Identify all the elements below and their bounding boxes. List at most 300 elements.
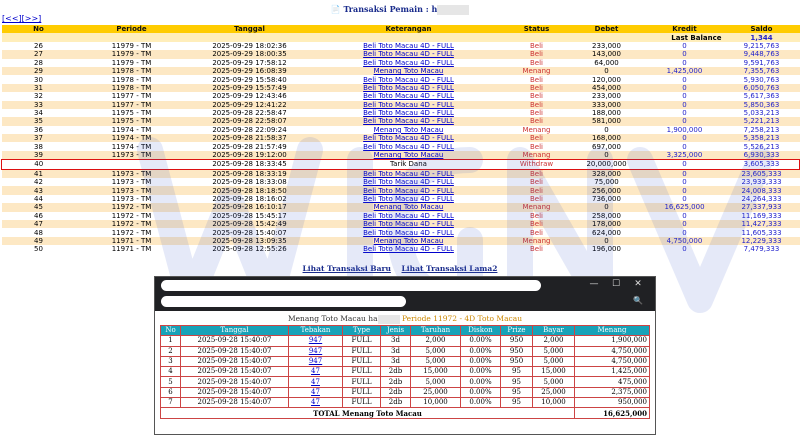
row-debet: 120,000 <box>568 75 646 83</box>
minimize-icon[interactable]: — <box>589 279 599 289</box>
popup-cell-jenis: 2db <box>381 398 411 408</box>
maximize-icon[interactable]: ☐ <box>611 279 621 289</box>
row-tanggal: 2025-09-29 18:02:36 <box>188 42 312 50</box>
row-saldo: 9,448,763 <box>724 50 800 58</box>
row-keterangan[interactable]: Beli Toto Macau 4D - FULL <box>312 84 506 92</box>
row-saldo: 5,850,363 <box>724 101 800 109</box>
popup-header-row <box>161 326 650 336</box>
new-transactions-link[interactable]: Lihat Transaksi Baru <box>302 264 391 273</box>
row-status: Beli <box>506 228 568 236</box>
row-tanggal: 2025-09-28 19:12:00 <box>188 151 312 160</box>
popup-cell-type: FULL <box>343 377 381 387</box>
row-periode: 11973 - TM <box>76 195 188 203</box>
row-saldo: 24,008,333 <box>724 186 800 194</box>
row-status: Beli <box>506 109 568 117</box>
popup-cell-prize: 95 <box>501 398 533 408</box>
table-header-row <box>2 25 800 33</box>
popup-cell-tebakan[interactable]: 947 <box>289 356 343 366</box>
row-kredit: 0 <box>646 92 724 100</box>
column-header: Periode <box>76 25 188 33</box>
column-header: Kredit <box>646 25 724 33</box>
row-keterangan[interactable]: Menang Toto Macau <box>312 237 506 245</box>
row-status: Menang <box>506 67 568 75</box>
row-keterangan[interactable]: Beli Toto Macau 4D - FULL <box>312 228 506 236</box>
row-periode: 11974 - TM <box>76 126 188 134</box>
row-periode: 11975 - TM <box>76 109 188 117</box>
row-tanggal: 2025-09-28 15:42:49 <box>188 220 312 228</box>
row-periode: 11971 - TM <box>76 245 188 253</box>
row-no: 31 <box>2 84 76 92</box>
popup-cell-tebakan[interactable]: 47 <box>289 398 343 408</box>
popup-cell-type: FULL <box>343 367 381 377</box>
popup-cell-diskon: 0.00% <box>461 356 501 366</box>
row-debet: 196,000 <box>568 245 646 253</box>
popup-column-header: Tanggal <box>181 326 289 336</box>
table-row <box>2 142 800 150</box>
row-periode: 11973 - TM <box>76 178 188 186</box>
popup-cell-prize: 95 <box>501 387 533 397</box>
popup-table-row <box>161 367 650 377</box>
zoom-icon[interactable]: 🔍 <box>633 296 643 305</box>
row-tanggal: 2025-09-28 21:57:49 <box>188 142 312 150</box>
row-no: 50 <box>2 245 76 253</box>
row-keterangan[interactable]: Beli Toto Macau 4D - FULL <box>312 75 506 83</box>
row-periode <box>76 160 188 169</box>
row-no: 38 <box>2 142 76 150</box>
popup-cell-menang: 950,000 <box>575 398 650 408</box>
row-kredit: 0 <box>646 195 724 203</box>
row-periode: 11978 - TM <box>76 67 188 75</box>
row-status: Menang <box>506 237 568 245</box>
popup-table-row <box>161 387 650 397</box>
popup-cell-prize: 95 <box>501 377 533 387</box>
row-periode: 11973 - TM <box>76 151 188 160</box>
popup-cell-bayar: 5,000 <box>533 377 575 387</box>
row-kredit: 0 <box>646 169 724 178</box>
popup-table-row <box>161 346 650 356</box>
row-saldo: 23,605,333 <box>724 169 800 178</box>
old-transactions-link[interactable]: Lihat Transaksi Lama2 <box>401 264 498 273</box>
row-saldo: 5,033,213 <box>724 109 800 117</box>
row-periode: 11979 - TM <box>76 42 188 50</box>
pager-nav <box>2 14 41 23</box>
row-kredit: 16,625,000 <box>646 203 724 211</box>
column-header: Status <box>506 25 568 33</box>
title-user-label: Pemain : h <box>389 4 438 14</box>
row-periode: 11972 - TM <box>76 212 188 220</box>
popup-cell-no: 5 <box>161 377 181 387</box>
row-keterangan[interactable]: Beli Toto Macau 4D - FULL <box>312 186 506 194</box>
row-status: Beli <box>506 59 568 67</box>
row-periode: 11977 - TM <box>76 101 188 109</box>
popup-cell-prize: 950 <box>501 346 533 356</box>
row-status: Menang <box>506 126 568 134</box>
table-row <box>2 42 800 50</box>
table-row <box>2 203 800 211</box>
row-kredit: 1,425,000 <box>646 67 724 75</box>
row-no: 41 <box>2 169 76 178</box>
popup-cell-jenis: 3d <box>381 336 411 346</box>
row-tanggal: 2025-09-28 18:18:50 <box>188 186 312 194</box>
popup-tab-bar[interactable] <box>161 280 541 291</box>
row-kredit: 0 <box>646 84 724 92</box>
row-kredit: 0 <box>646 117 724 125</box>
popup-cell-jenis: 2db <box>381 367 411 377</box>
nav-prev-link[interactable]: [<<] <box>2 14 22 23</box>
row-periode: 11973 - TM <box>76 169 188 178</box>
row-keterangan[interactable]: Beli Toto Macau 4D - FULL <box>312 59 506 67</box>
row-debet: 0 <box>568 126 646 134</box>
row-no: 29 <box>2 67 76 75</box>
nav-next-link[interactable]: [>>] <box>21 14 42 23</box>
row-debet: 178,000 <box>568 220 646 228</box>
row-keterangan[interactable]: Menang Toto Macau <box>312 203 506 211</box>
row-kredit: 0 <box>646 228 724 236</box>
popup-cell-type: FULL <box>343 356 381 366</box>
popup-cell-taruhan: 10,000 <box>411 398 461 408</box>
row-kredit: 0 <box>646 109 724 117</box>
popup-table-row <box>161 377 650 387</box>
row-tanggal: 2025-09-29 12:41:22 <box>188 101 312 109</box>
popup-cell-menang: 4,750,000 <box>575 356 650 366</box>
popup-cell-tebakan[interactable]: 47 <box>289 367 343 377</box>
column-header: Keterangan <box>312 25 506 33</box>
popup-cell-diskon: 0.00% <box>461 367 501 377</box>
row-no: 39 <box>2 151 76 160</box>
row-keterangan[interactable]: Menang Toto Macau <box>312 67 506 75</box>
window-controls <box>583 279 649 289</box>
row-saldo: 23,933,333 <box>724 178 800 186</box>
row-saldo: 5,930,763 <box>724 75 800 83</box>
table-row <box>2 195 800 203</box>
popup-column-header: Tebakan <box>289 326 343 336</box>
table-row <box>2 117 800 125</box>
row-saldo: 7,355,763 <box>724 67 800 75</box>
row-status: Beli <box>506 101 568 109</box>
row-status: Beli <box>506 195 568 203</box>
popup-cell-no: 3 <box>161 356 181 366</box>
table-row <box>2 237 800 245</box>
row-tanggal: 2025-09-28 18:33:45 <box>188 160 312 169</box>
row-no: 30 <box>2 75 76 83</box>
row-status: Beli <box>506 84 568 92</box>
popup-cell-tebakan[interactable]: 947 <box>289 336 343 346</box>
popup-cell-menang: 475,000 <box>575 377 650 387</box>
row-no: 46 <box>2 212 76 220</box>
row-debet: 233,000 <box>568 42 646 50</box>
popup-cell-no: 6 <box>161 387 181 397</box>
row-status: Withdraw <box>506 160 568 169</box>
row-no: 45 <box>2 203 76 211</box>
row-no: 43 <box>2 186 76 194</box>
popup-cell-no: 1 <box>161 336 181 346</box>
popup-titlebar <box>155 277 655 311</box>
row-keterangan[interactable]: Beli Toto Macau 4D - FULL <box>312 142 506 150</box>
row-keterangan[interactable]: Beli Toto Macau 4D - FULL <box>312 169 506 178</box>
row-no: 44 <box>2 195 76 203</box>
row-tanggal: 2025-09-28 18:16:02 <box>188 195 312 203</box>
popup-cell-no: 4 <box>161 367 181 377</box>
table-row <box>2 186 800 194</box>
document-icon: 📄 <box>330 4 341 14</box>
popup-cell-bayar: 15,000 <box>533 367 575 377</box>
row-tanggal: 2025-09-29 17:58:12 <box>188 59 312 67</box>
row-keterangan[interactable]: Beli Toto Macau 4D - FULL <box>312 220 506 228</box>
row-no: 28 <box>2 59 76 67</box>
popup-table-row <box>161 398 650 408</box>
row-saldo: 11,169,333 <box>724 212 800 220</box>
redacted-username <box>437 5 469 15</box>
popup-cell-no: 7 <box>161 398 181 408</box>
table-row <box>2 101 800 109</box>
row-kredit: 1,900,000 <box>646 126 724 134</box>
popup-cell-bayar: 5,000 <box>533 346 575 356</box>
popup-cell-tebakan[interactable]: 947 <box>289 346 343 356</box>
row-saldo: 6,930,333 <box>724 151 800 160</box>
row-debet: 233,000 <box>568 92 646 100</box>
popup-column-header: Diskon <box>461 326 501 336</box>
row-no: 47 <box>2 220 76 228</box>
row-status: Menang <box>506 203 568 211</box>
popup-cell-menang: 1,900,000 <box>575 336 650 346</box>
popup-cell-no: 2 <box>161 346 181 356</box>
row-no: 27 <box>2 50 76 58</box>
row-no: 49 <box>2 237 76 245</box>
popup-cell-diskon: 0.00% <box>461 336 501 346</box>
popup-table-row <box>161 336 650 346</box>
row-periode: 11974 - TM <box>76 134 188 142</box>
popup-cell-diskon: 0.00% <box>461 377 501 387</box>
row-debet: 697,000 <box>568 142 646 150</box>
row-periode: 11977 - TM <box>76 92 188 100</box>
row-status: Beli <box>506 75 568 83</box>
row-status: Beli <box>506 169 568 178</box>
row-debet: 328,000 <box>568 169 646 178</box>
row-kredit: 0 <box>646 186 724 194</box>
column-header: Debet <box>568 25 646 33</box>
popup-cell-tanggal: 2025-09-28 15:40:07 <box>181 346 289 356</box>
row-status: Beli <box>506 245 568 253</box>
row-debet: 64,000 <box>568 59 646 67</box>
popup-cell-jenis: 3d <box>381 356 411 366</box>
popup-column-header: Menang <box>575 326 650 336</box>
row-saldo: 11,605,333 <box>724 228 800 236</box>
row-kredit: 0 <box>646 75 724 83</box>
popup-cell-bayar: 10,000 <box>533 398 575 408</box>
row-debet: 581,000 <box>568 117 646 125</box>
row-status: Beli <box>506 50 568 58</box>
row-periode: 11973 - TM <box>76 186 188 194</box>
row-keterangan[interactable]: Beli Toto Macau 4D - FULL <box>312 50 506 58</box>
row-no: 26 <box>2 42 76 50</box>
popup-cell-type: FULL <box>343 398 381 408</box>
table-body <box>2 33 800 253</box>
popup-cell-prize: 950 <box>501 336 533 346</box>
row-no: 42 <box>2 178 76 186</box>
row-tanggal: 2025-09-28 22:58:07 <box>188 117 312 125</box>
win-detail-table <box>160 325 650 419</box>
row-no: 37 <box>2 134 76 142</box>
popup-cell-tanggal: 2025-09-28 15:40:07 <box>181 356 289 366</box>
title-prefix: Transaksi <box>343 4 387 14</box>
popup-column-header: No <box>161 326 181 336</box>
popup-cell-diskon: 0.00% <box>461 346 501 356</box>
popup-cell-menang: 1,425,000 <box>575 367 650 377</box>
row-status: Beli <box>506 134 568 142</box>
row-periode: 11974 - TM <box>76 142 188 150</box>
popup-address-bar[interactable] <box>161 296 406 307</box>
row-saldo: 24,264,333 <box>724 195 800 203</box>
row-debet: 0 <box>568 237 646 245</box>
row-no: 33 <box>2 101 76 109</box>
row-debet: 258,000 <box>568 212 646 220</box>
popup-column-header: Bayar <box>533 326 575 336</box>
row-keterangan[interactable]: Beli Toto Macau 4D - FULL <box>312 245 506 253</box>
row-tanggal: 2025-09-28 21:58:37 <box>188 134 312 142</box>
popup-cell-taruhan: 25,000 <box>411 387 461 397</box>
row-debet: 333,000 <box>568 101 646 109</box>
popup-cell-menang: 4,750,000 <box>575 346 650 356</box>
row-keterangan[interactable]: Beli Toto Macau 4D - FULL <box>312 178 506 186</box>
row-keterangan[interactable]: Beli Toto Macau 4D - FULL <box>312 109 506 117</box>
row-debet: 0 <box>568 203 646 211</box>
row-periode: 11978 - TM <box>76 75 188 83</box>
row-status: Beli <box>506 42 568 50</box>
popup-cell-jenis: 3d <box>381 346 411 356</box>
row-saldo: 9,591,763 <box>724 59 800 67</box>
table-row <box>2 109 800 117</box>
row-keterangan[interactable]: Beli Toto Macau 4D - FULL <box>312 134 506 142</box>
row-periode: 11979 - TM <box>76 50 188 58</box>
table-row <box>2 178 800 186</box>
popup-column-header: Jenis <box>381 326 411 336</box>
row-keterangan[interactable]: Menang Toto Macau <box>312 126 506 134</box>
row-kredit: 3,325,000 <box>646 151 724 160</box>
row-kredit: 4,750,000 <box>646 237 724 245</box>
row-periode: 11978 - TM <box>76 84 188 92</box>
popup-cell-jenis: 2db <box>381 387 411 397</box>
row-debet: 143,000 <box>568 50 646 58</box>
popup-cell-tanggal: 2025-09-28 15:40:07 <box>181 387 289 397</box>
table-row <box>2 126 800 134</box>
popup-cell-type: FULL <box>343 346 381 356</box>
row-debet: 454,000 <box>568 84 646 92</box>
row-keterangan[interactable]: Beli Toto Macau 4D - FULL <box>312 42 506 50</box>
row-debet: 20,000,000 <box>568 160 646 169</box>
popup-cell-tanggal: 2025-09-28 15:40:07 <box>181 336 289 346</box>
row-kredit: 0 <box>646 134 724 142</box>
row-saldo: 7,479,333 <box>724 245 800 253</box>
popup-cell-taruhan: 15,000 <box>411 367 461 377</box>
page-title <box>0 4 800 15</box>
row-tanggal: 2025-09-28 22:58:47 <box>188 109 312 117</box>
redacted-username <box>378 315 400 324</box>
row-saldo: 5,221,213 <box>724 117 800 125</box>
popup-table-row <box>161 356 650 366</box>
row-keterangan[interactable]: Beli Toto Macau 4D - FULL <box>312 117 506 125</box>
column-header: Saldo <box>724 25 800 33</box>
row-tanggal: 2025-09-28 15:40:07 <box>188 228 312 236</box>
row-tanggal: 2025-09-29 15:58:40 <box>188 75 312 83</box>
row-keterangan[interactable]: Beli Toto Macau 4D - FULL <box>312 195 506 203</box>
row-tanggal: 2025-09-28 13:09:35 <box>188 237 312 245</box>
popup-cell-tebakan[interactable]: 47 <box>289 377 343 387</box>
row-tanggal: 2025-09-28 18:33:19 <box>188 169 312 178</box>
row-periode: 11972 - TM <box>76 220 188 228</box>
close-icon[interactable]: ✕ <box>634 279 642 289</box>
row-status: Beli <box>506 117 568 125</box>
row-saldo: 27,337,933 <box>724 203 800 211</box>
row-tanggal: 2025-09-28 18:33:08 <box>188 178 312 186</box>
table-row-highlighted <box>2 160 800 169</box>
row-debet: 0 <box>568 151 646 160</box>
row-periode: 11979 - TM <box>76 59 188 67</box>
row-kredit: 0 <box>646 220 724 228</box>
table-row <box>2 67 800 75</box>
last-balance-value: 1,344 <box>724 33 800 41</box>
transaction-links <box>0 264 800 273</box>
popup-cell-tebakan[interactable]: 47 <box>289 387 343 397</box>
row-saldo: 12,229,333 <box>724 237 800 245</box>
table-row <box>2 92 800 100</box>
row-kredit: 0 <box>646 160 724 169</box>
row-periode: 11975 - TM <box>76 117 188 125</box>
row-kredit: 0 <box>646 50 724 58</box>
popup-column-header: Type <box>343 326 381 336</box>
popup-cell-taruhan: 5,000 <box>411 346 461 356</box>
row-kredit: 0 <box>646 245 724 253</box>
row-status: Beli <box>506 142 568 150</box>
row-saldo: 5,526,213 <box>724 142 800 150</box>
row-kredit: 0 <box>646 101 724 109</box>
popup-column-header: Prize <box>501 326 533 336</box>
row-saldo: 5,358,213 <box>724 134 800 142</box>
row-status: Beli <box>506 178 568 186</box>
column-header: No <box>2 25 76 33</box>
transaction-table <box>1 25 800 254</box>
popup-cell-taruhan: 2,000 <box>411 336 461 346</box>
row-saldo: 11,427,333 <box>724 220 800 228</box>
row-no: 34 <box>2 109 76 117</box>
row-status: Menang <box>506 151 568 160</box>
row-keterangan[interactable]: Menang Toto Macau <box>312 151 506 160</box>
row-debet: 188,000 <box>568 109 646 117</box>
popup-cell-bayar: 25,000 <box>533 387 575 397</box>
row-debet: 624,000 <box>568 228 646 236</box>
popup-cell-tanggal: 2025-09-28 15:40:07 <box>181 367 289 377</box>
row-periode: 11972 - TM <box>76 203 188 211</box>
popup-cell-prize: 95 <box>501 367 533 377</box>
popup-cell-prize: 950 <box>501 356 533 366</box>
row-debet: 736,000 <box>568 195 646 203</box>
row-kredit: 0 <box>646 212 724 220</box>
row-keterangan[interactable]: Beli Toto Macau 4D - FULL <box>312 212 506 220</box>
row-no: 32 <box>2 92 76 100</box>
table-row <box>2 134 800 142</box>
popup-cell-menang: 2,375,000 <box>575 387 650 397</box>
row-status: Beli <box>506 212 568 220</box>
row-tanggal: 2025-09-29 15:57:49 <box>188 84 312 92</box>
popup-title-period: Periode 11972 - 4D Toto Macau <box>401 314 523 323</box>
row-no: 40 <box>2 160 76 169</box>
table-row <box>2 245 800 253</box>
row-tanggal: 2025-09-29 16:08:39 <box>188 67 312 75</box>
popup-cell-bayar: 2,000 <box>533 336 575 346</box>
row-keterangan[interactable]: Beli Toto Macau 4D - FULL <box>312 101 506 109</box>
popup-cell-taruhan: 5,000 <box>411 356 461 366</box>
row-keterangan: Tarik Dana <box>312 160 506 169</box>
row-keterangan[interactable]: Beli Toto Macau 4D - FULL <box>312 92 506 100</box>
